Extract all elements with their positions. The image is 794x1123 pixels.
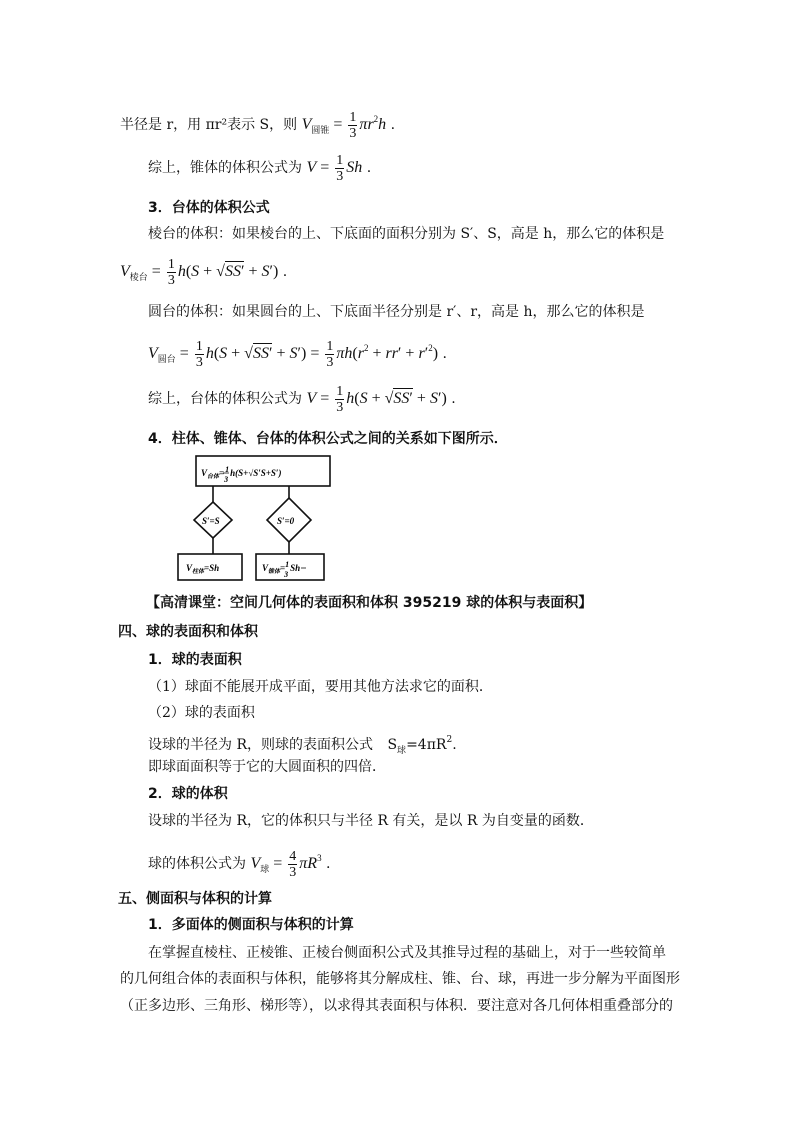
formula-rest: =4πR [406, 737, 447, 753]
text: 球的体积公式为 [148, 856, 246, 872]
formula-sup: 2 [446, 735, 453, 745]
left-result-text: $V_{柱体}=Sh$ [186, 563, 220, 575]
paragraph-prism-frustum: 棱台的体积：如果棱台的上、下底面的面积分别为 S′、S，高是 h，那么它的体积是 [148, 226, 665, 242]
text: . [451, 391, 456, 408]
hd-lesson-banner: 【高清课堂：空间几何体的表面积和体积 395219 球的体积与表面积】 [146, 595, 593, 611]
formula-prism-frustum: $V_{棱台}$ = $\frac{1}{3}$ h(S + √SS′ + S′) [120, 257, 279, 288]
paragraph-sphere-1: （1）球面不能展开成平面，要用其他方法求它的面积． [148, 679, 493, 695]
formula-cone-summary: V = $\frac{1}{3}$ Sh [306, 153, 363, 184]
paragraph-5-1: 在掌握直棱柱、正棱锥、正棱台侧面积公式及其推导过程的基础上，对于一些较简单 [148, 945, 666, 961]
text: . [390, 117, 396, 133]
text: . [326, 856, 331, 872]
paragraph-sphere-volume [148, 843, 331, 880]
paragraph-5-2: 的几何组合体的表面积与体积，能够将其分解成柱、锥、台、球，再进一步分解为平面图形 [120, 971, 680, 987]
text: 设球的半径为 R，则球的表面积公式 [148, 737, 373, 753]
volume-relationship-diagram [172, 454, 342, 584]
left-condition-text: S′=S [202, 516, 220, 526]
formula-prism-frustum-line [120, 257, 287, 287]
formula-frustum-summary: V = $\frac{1}{3}$ h(S + √SS′ + S′) [306, 384, 447, 415]
section-sphere: 四、球的表面积和体积 [118, 624, 258, 640]
formula-s: S [387, 737, 398, 753]
text: . [282, 264, 288, 281]
text: . [366, 160, 372, 177]
formula-cone-frustum-line [148, 333, 447, 370]
formula-sphere-volume: $V_球$ = $\frac{4}{3}$ $\pi R^3$ [250, 848, 322, 880]
formula-cone-volume: $V_{圆锥}$ = $\frac{1}{3}$ $\pi r^2h$ [301, 109, 387, 141]
paragraph-5-3: （正多边形、三角形、梯形等），以求得其表面积与体积．要注意对各几何体相重叠部分的 [120, 998, 673, 1014]
formula-suffix: . [452, 737, 457, 753]
paragraph-cone-frustum: 圆台的体积：如果圆台的上、下底面半径分别是 r′、r，高是 h，那么它的体积是 [148, 304, 645, 320]
formula-cone-frustum: $V_{圆台}$ = $\frac{1}{3}$ h(S + √SS′ + S′) = $\frac{1}{3}$ $\pi h(r^2 + rr' + r'^2)$ [148, 338, 439, 370]
paragraph-sphere-4: 即球面面积等于它的大圆面积的四倍． [148, 759, 386, 775]
formula-sphere-surface [387, 735, 457, 756]
heading-frustum-volume: 3．台体的体积公式 [148, 200, 270, 216]
paragraph-cone-volume [120, 104, 396, 141]
paragraph-sphere-2: （2）球的表面积 [148, 705, 255, 721]
top-formula-text: $V_{台体}=1$ 3h(S+√S′S+S′) [201, 465, 282, 484]
heading-sphere-volume: 2．球的体积 [148, 786, 228, 802]
text: . [442, 346, 447, 362]
heading-polyhedron: 1．多面体的侧面积与体积的计算 [148, 917, 354, 933]
section-lateral: 五、侧面积与体积的计算 [118, 891, 272, 907]
paragraph-frustum-summary [148, 384, 456, 414]
heading-sphere-surface: 1．球的表面积 [148, 652, 242, 668]
right-condition-text: S′=0 [277, 516, 295, 526]
formula-sub: 球 [397, 746, 407, 756]
text: 半径是 r，用 πr²表示 S，则 [120, 117, 298, 133]
text: 综上，台体的体积公式为 [148, 391, 302, 408]
text: 综上，锥体的体积公式为 [148, 160, 302, 177]
right-result-text: $V_{锥体}=1$ 3Sh [262, 560, 301, 579]
heading-relationship: 4．柱体、锥体、台体的体积公式之间的关系如下图所示． [148, 431, 508, 447]
paragraph-sphere-5: 设球的半径为 R，它的体积只与半径 R 有关，是以 R 为自变量的函数． [148, 813, 594, 829]
paragraph-cone-summary [148, 153, 371, 183]
